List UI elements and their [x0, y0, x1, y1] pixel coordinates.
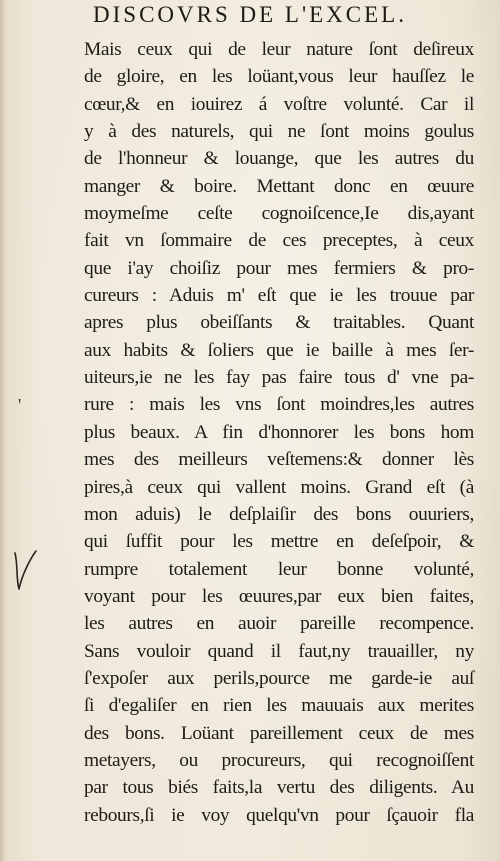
text-line: par tous biés faits,la vertu des diligents. Au [84, 777, 474, 799]
text-line: mon aduis) le deſplaiſir des bons ouuriers, [84, 503, 474, 525]
text-line: uiteurs,ie ne les fay pas faire tous d' vne pa- [84, 367, 474, 389]
text-line: fait vn ſommaire de ces preceptes, à ceux [84, 230, 474, 252]
text-line: des bons. Loüant pareillement ceux de mes [84, 722, 474, 744]
text-line: metayers, ou procureurs, qui recognoiſſent [84, 749, 474, 771]
text-line: Sans vouloir quand il faut,ny trauailler, ny [84, 640, 474, 662]
text-line: les autres en auoir pareille recompence. [84, 613, 474, 635]
margin-pen-mark-icon [10, 545, 40, 595]
text-line: de gloire, en les loüant,vous leur hauſſez le [84, 66, 474, 88]
text-line: cureurs : Aduis m' eſt que ie les trouue par [84, 285, 474, 307]
gutter-shadow [0, 0, 6, 861]
text-line: pires,à ceux qui vallent moins. Grand eſt (à [84, 476, 474, 498]
text-line: de l'honneur & louange, que les autres du [84, 148, 474, 170]
text-line: ſi d'egaliſer en rien les mauuais aux merites [84, 695, 474, 717]
text-line: cœur,& en iouirez á voſtre volunté. Car il [84, 93, 474, 115]
text-line: Mais ceux qui de leur nature ſont deſireux [84, 39, 474, 60]
text-line: mes des meilleurs veſtemens:& donner lès [84, 449, 474, 471]
text-line: moymeſme ceſte cognoiſcence,Ie dis,ayant [84, 203, 474, 225]
margin-tick-mark: ' [18, 395, 22, 415]
text-line: rebours,ſi ie voy quelqu'vn pour ſçauoir fla [84, 804, 474, 826]
text-line: rure : mais les vns ſont moindres,les autres [84, 394, 474, 416]
text-line: apres plus obeiſſants & traitables. Quant [84, 312, 474, 334]
text-line: rumpre totalement leur bonne volunté, [84, 558, 474, 580]
text-line: plus beaux. A fin d'honnorer les bons hom [84, 421, 474, 443]
text-line: que i'ay choiſiz pour mes fermiers & pro- [84, 257, 474, 279]
text-line: qui ſuffit pour les mettre en deſeſpoir, & [84, 531, 474, 553]
text-line: aux habits & ſoliers que ie baille à mes ſer- [84, 339, 474, 361]
text-line: manger & boire. Mettant donc en œuure [84, 175, 474, 197]
text-line: ſ'expoſer aux perils,pource me garde-ie auſ [84, 667, 474, 689]
running-head: DISCOVRS DE L'EXCEL. [93, 2, 407, 27]
text-line: voyant pour les œuures,par eux bien faites, [84, 585, 474, 607]
text-line: y à des naturels, qui ne ſont moins goulus [84, 121, 474, 143]
body-text [84, 36, 474, 829]
